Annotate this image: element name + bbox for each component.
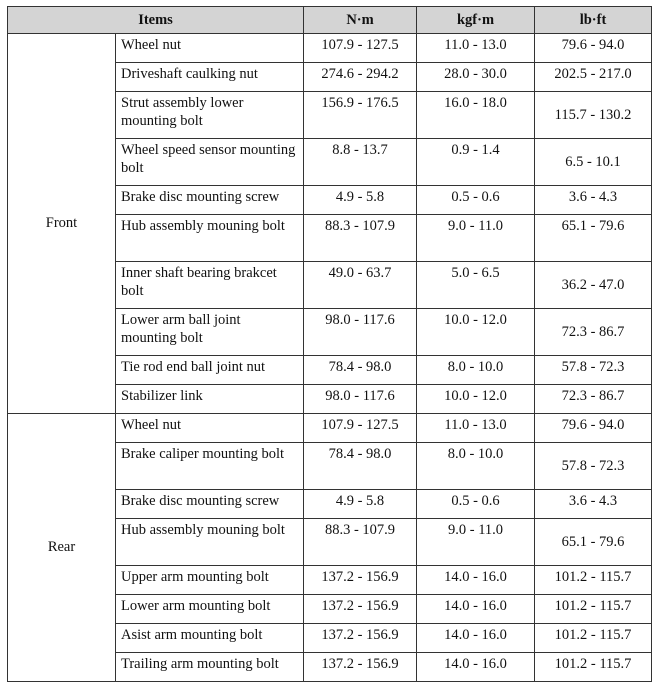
value-lbft: 3.6 - 4.3: [535, 490, 652, 519]
table-row: [8, 34, 652, 63]
value-nm: 98.0 - 117.6: [304, 309, 417, 356]
value-lbft: 115.7 - 130.2: [535, 92, 652, 139]
value-kgfm: 10.0 - 12.0: [417, 385, 535, 414]
value-nm: 78.4 - 98.0: [304, 356, 417, 385]
value-nm: 156.9 - 176.5: [304, 92, 417, 139]
value-lbft: 72.3 - 86.7: [535, 385, 652, 414]
item-name: Strut assembly lower mounting bolt: [116, 92, 304, 139]
value-kgfm: 10.0 - 12.0: [417, 309, 535, 356]
value-kgfm: 9.0 - 11.0: [417, 519, 535, 566]
value-nm: 4.9 - 5.8: [304, 186, 417, 215]
value-kgfm: 11.0 - 13.0: [417, 34, 535, 63]
header-lbft: lb·ft: [535, 7, 652, 34]
item-name: Upper arm mounting bolt: [116, 566, 304, 595]
item-name: Brake disc mounting screw: [116, 490, 304, 519]
value-kgfm: 5.0 - 6.5: [417, 262, 535, 309]
value-kgfm: 11.0 - 13.0: [417, 414, 535, 443]
header-nm: N·m: [304, 7, 417, 34]
value-lbft: 3.6 - 4.3: [535, 186, 652, 215]
item-name: Wheel speed sensor mounting bolt: [116, 139, 304, 186]
value-kgfm: 0.5 - 0.6: [417, 490, 535, 519]
item-name: Inner shaft bearing brakcet bolt: [116, 262, 304, 309]
value-nm: 107.9 - 127.5: [304, 34, 417, 63]
value-lbft: 101.2 - 115.7: [535, 566, 652, 595]
value-lbft: 6.5 - 10.1: [535, 139, 652, 186]
item-name: Lower arm mounting bolt: [116, 595, 304, 624]
header-kgfm: kgf·m: [417, 7, 535, 34]
group-label-front: Front: [8, 34, 116, 414]
value-lbft: 72.3 - 86.7: [535, 309, 652, 356]
header-row: [8, 7, 652, 34]
item-name: Wheel nut: [116, 414, 304, 443]
value-nm: 274.6 - 294.2: [304, 63, 417, 92]
item-name: Asist arm mounting bolt: [116, 624, 304, 653]
header-items: Items: [8, 7, 304, 34]
value-kgfm: 16.0 - 18.0: [417, 92, 535, 139]
value-lbft: 36.2 - 47.0: [535, 262, 652, 309]
value-lbft: 57.8 - 72.3: [535, 443, 652, 490]
value-nm: 88.3 - 107.9: [304, 215, 417, 262]
value-lbft: 101.2 - 115.7: [535, 653, 652, 682]
value-kgfm: 8.0 - 10.0: [417, 443, 535, 490]
item-name: Driveshaft caulking nut: [116, 63, 304, 92]
item-name: Stabilizer link: [116, 385, 304, 414]
value-kgfm: 28.0 - 30.0: [417, 63, 535, 92]
value-lbft: 202.5 - 217.0: [535, 63, 652, 92]
torque-spec-table: [7, 6, 652, 682]
value-nm: 137.2 - 156.9: [304, 653, 417, 682]
group-label-rear: Rear: [8, 414, 116, 682]
value-kgfm: 9.0 - 11.0: [417, 215, 535, 262]
value-lbft: 79.6 - 94.0: [535, 34, 652, 63]
item-name: Brake caliper mounting bolt: [116, 443, 304, 490]
value-nm: 137.2 - 156.9: [304, 624, 417, 653]
item-name: Lower arm ball joint mounting bolt: [116, 309, 304, 356]
value-nm: 4.9 - 5.8: [304, 490, 417, 519]
value-kgfm: 0.9 - 1.4: [417, 139, 535, 186]
value-kgfm: 0.5 - 0.6: [417, 186, 535, 215]
value-nm: 49.0 - 63.7: [304, 262, 417, 309]
item-name: Tie rod end ball joint nut: [116, 356, 304, 385]
table-row: [8, 414, 652, 443]
value-nm: 8.8 - 13.7: [304, 139, 417, 186]
value-kgfm: 14.0 - 16.0: [417, 653, 535, 682]
value-lbft: 101.2 - 115.7: [535, 595, 652, 624]
value-lbft: 57.8 - 72.3: [535, 356, 652, 385]
value-lbft: 101.2 - 115.7: [535, 624, 652, 653]
value-kgfm: 14.0 - 16.0: [417, 566, 535, 595]
value-nm: 98.0 - 117.6: [304, 385, 417, 414]
value-nm: 137.2 - 156.9: [304, 595, 417, 624]
item-name: Trailing arm mounting bolt: [116, 653, 304, 682]
value-lbft: 79.6 - 94.0: [535, 414, 652, 443]
value-nm: 78.4 - 98.0: [304, 443, 417, 490]
value-nm: 88.3 - 107.9: [304, 519, 417, 566]
item-name: Hub assembly mouning bolt: [116, 215, 304, 262]
value-kgfm: 14.0 - 16.0: [417, 624, 535, 653]
value-nm: 137.2 - 156.9: [304, 566, 417, 595]
value-lbft: 65.1 - 79.6: [535, 215, 652, 262]
item-name: Hub assembly mouning bolt: [116, 519, 304, 566]
value-nm: 107.9 - 127.5: [304, 414, 417, 443]
value-lbft: 65.1 - 79.6: [535, 519, 652, 566]
item-name: Wheel nut: [116, 34, 304, 63]
value-kgfm: 8.0 - 10.0: [417, 356, 535, 385]
value-kgfm: 14.0 - 16.0: [417, 595, 535, 624]
item-name: Brake disc mounting screw: [116, 186, 304, 215]
